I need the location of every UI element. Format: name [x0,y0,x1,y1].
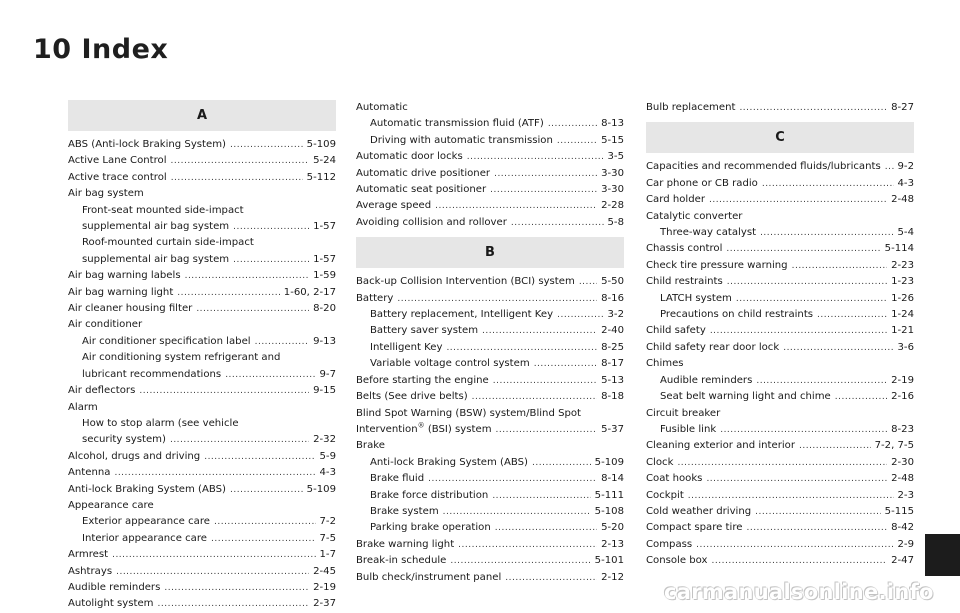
index-entry: Belts (See drive belts) ..... 8-18 [356,389,624,405]
index-entry: Air conditioner [68,319,143,331]
index-entry: Automatic drive positioner ..... 3-30 [356,166,624,182]
index-entry: Avoiding collision and rollover ..... 5-8 [356,215,624,231]
index-column-1 [68,100,336,613]
index-entry: Anti-lock Braking System (ABS) ..... 5-109 [68,482,336,498]
index-entry: Brake system ..... 5-108 [356,504,624,520]
index-entry: Exterior appearance care ..... 7-2 [68,514,336,530]
index-entry: Average speed ..... 2-28 [356,198,624,214]
index-entry: Alarm [68,401,98,413]
index-entry: Audible reminders ..... 2-19 [646,373,914,389]
entry-list [68,137,336,613]
index-entry: supplemental air bag system ..... 1-57 [68,252,336,268]
index-entry: lubricant recommendations ..... 9-7 [68,367,336,383]
index-entry: Console box ..... 2-47 [646,553,914,569]
index-entry: Interior appearance care ..... 7-5 [68,531,336,547]
section-header-c: C [646,122,914,153]
index-entry: Armrest ..... 1-7 [68,547,336,563]
index-entry: Antenna ..... 4-3 [68,465,336,481]
index-entry: Precautions on child restraints ..... 1-24 [646,307,914,323]
index-entry: Catalytic converter [646,210,743,222]
index-entry: Car phone or CB radio ..... 4-3 [646,176,914,192]
page-title: 10 Index [33,34,169,65]
index-entry: Battery replacement, Intelligent Key ..... 3-2 [356,307,624,323]
index-entry: Air bag system [68,188,144,200]
index-entry: Brake force distribution ..... 5-111 [356,488,624,504]
index-entry: Card holder ..... 2-48 [646,192,914,208]
index-entry: Brake warning light ..... 2-13 [356,537,624,553]
index-entry: Intelligent Key ..... 8-25 [356,340,624,356]
index-entry: Front-seat mounted side-impact [82,204,244,216]
index-entry: Child safety rear door lock ..... 3-6 [646,340,914,356]
index-entry: Cockpit ..... 2-3 [646,488,914,504]
index-entry: Before starting the engine ..... 5-13 [356,373,624,389]
entry-list [356,274,624,422]
index-entry: Chimes [646,358,684,370]
index-entry: Clock ..... 2-30 [646,455,914,471]
index-entry: Driving with automatic transmission ..... 5-15 [356,133,624,149]
entry-list [646,100,914,116]
watermark-text: carmanualsonline.info [664,580,934,604]
index-entry: Blind Spot Warning (BSW) system/Blind Spot [356,407,582,419]
index-entry: Three-way catalyst ..... 5-4 [646,225,914,241]
index-entry: Automatic door locks ..... 3-5 [356,149,624,165]
section-header-b: B [356,237,624,268]
index-entry: Brake fluid ..... 8-14 [356,471,624,487]
index-entry: Automatic [356,102,408,113]
index-entry: Active Lane Control ..... 5-24 [68,153,336,169]
index-entry: Coat hooks ..... 2-48 [646,471,914,487]
index-entry: Anti-lock Braking System (ABS) ..... 5-109 [356,455,624,471]
entry-list [646,159,914,569]
index-entry: How to stop alarm (see vehicle [82,417,239,429]
index-entry: Autolight system ..... 2-37 [68,596,336,612]
index-entry: Chassis control ..... 5-114 [646,241,914,257]
section-header-a: A [68,100,336,131]
index-entry: Automatic transmission fluid (ATF) ..... 8-13 [356,116,624,132]
index-entry: Alcohol, drugs and driving ..... 5-9 [68,449,336,465]
index-entry: Back-up Collision Intervention (BCI) system ..... 5-50 [356,274,624,290]
index-entry: Compact spare tire ..... 8-42 [646,520,914,536]
index-entry: Automatic seat positioner ..... 3-30 [356,182,624,198]
index-entry: Parking brake operation ..... 5-20 [356,520,624,536]
index-entry: Active trace control ..... 5-112 [68,170,336,186]
index-entry: security system) ..... 2-32 [68,432,336,448]
chapter-thumb-tab [925,534,960,576]
index-entry: ABS (Anti-lock Braking System) ..... 5-109 [68,137,336,153]
index-entry: Intervention® (BSI) system ..... 5-37 [356,422,624,438]
index-entry: Seat belt warning light and chime ..... 2-16 [646,389,914,405]
index-entry: LATCH system ..... 1-26 [646,291,914,307]
index-entry: Bulb replacement ..... 8-27 [646,100,914,116]
index-entry: Air deflectors ..... 9-15 [68,383,336,399]
index-entry: Bulb check/instrument panel ..... 2-12 [356,570,624,586]
index-entry: Capacities and recommended fluids/lubricants ..... 9-2 [646,159,914,175]
index-entry: Air conditioner specification label ..... 9-13 [68,334,336,350]
entry-list [356,100,624,231]
index-entry: supplemental air bag system ..... 1-57 [68,219,336,235]
index-entry: Ashtrays ..... 2-45 [68,564,336,580]
index-entry: Break-in schedule ..... 5-101 [356,553,624,569]
index-entry: Battery ..... 8-16 [356,291,624,307]
index-entry: Roof-mounted curtain side-impact [82,237,254,249]
index-entry: Air cleaner housing filter ..... 8-20 [68,301,336,317]
index-column-2 [356,100,624,586]
index-column-3 [646,100,914,570]
index-entry: Air bag warning light ..... 1-60, 2-17 [68,285,336,301]
index-entry: Child restraints ..... 1-23 [646,274,914,290]
index-entry: Cold weather driving ..... 5-115 [646,504,914,520]
entry-list [356,438,624,586]
index-entry: Child safety ..... 1-21 [646,323,914,339]
index-entry: Cleaning exterior and interior ..... 7-2, 7-5 [646,438,914,454]
index-entry: Brake [356,440,385,452]
index-entry: Check tire pressure warning ..... 2-23 [646,258,914,274]
index-entry: Fusible link ..... 8-23 [646,422,914,438]
index-entry: Battery saver system ..... 2-40 [356,323,624,339]
index-entry: Circuit breaker [646,407,721,419]
index-entry: Air conditioning system refrigerant and [82,352,281,364]
index-entry: Appearance care [68,499,154,511]
index-entry: Compass ..... 2-9 [646,537,914,553]
index-entry: Variable voltage control system ..... 8-17 [356,356,624,372]
index-entry: Audible reminders ..... 2-19 [68,580,336,596]
index-entry: Air bag warning labels ..... 1-59 [68,268,336,284]
